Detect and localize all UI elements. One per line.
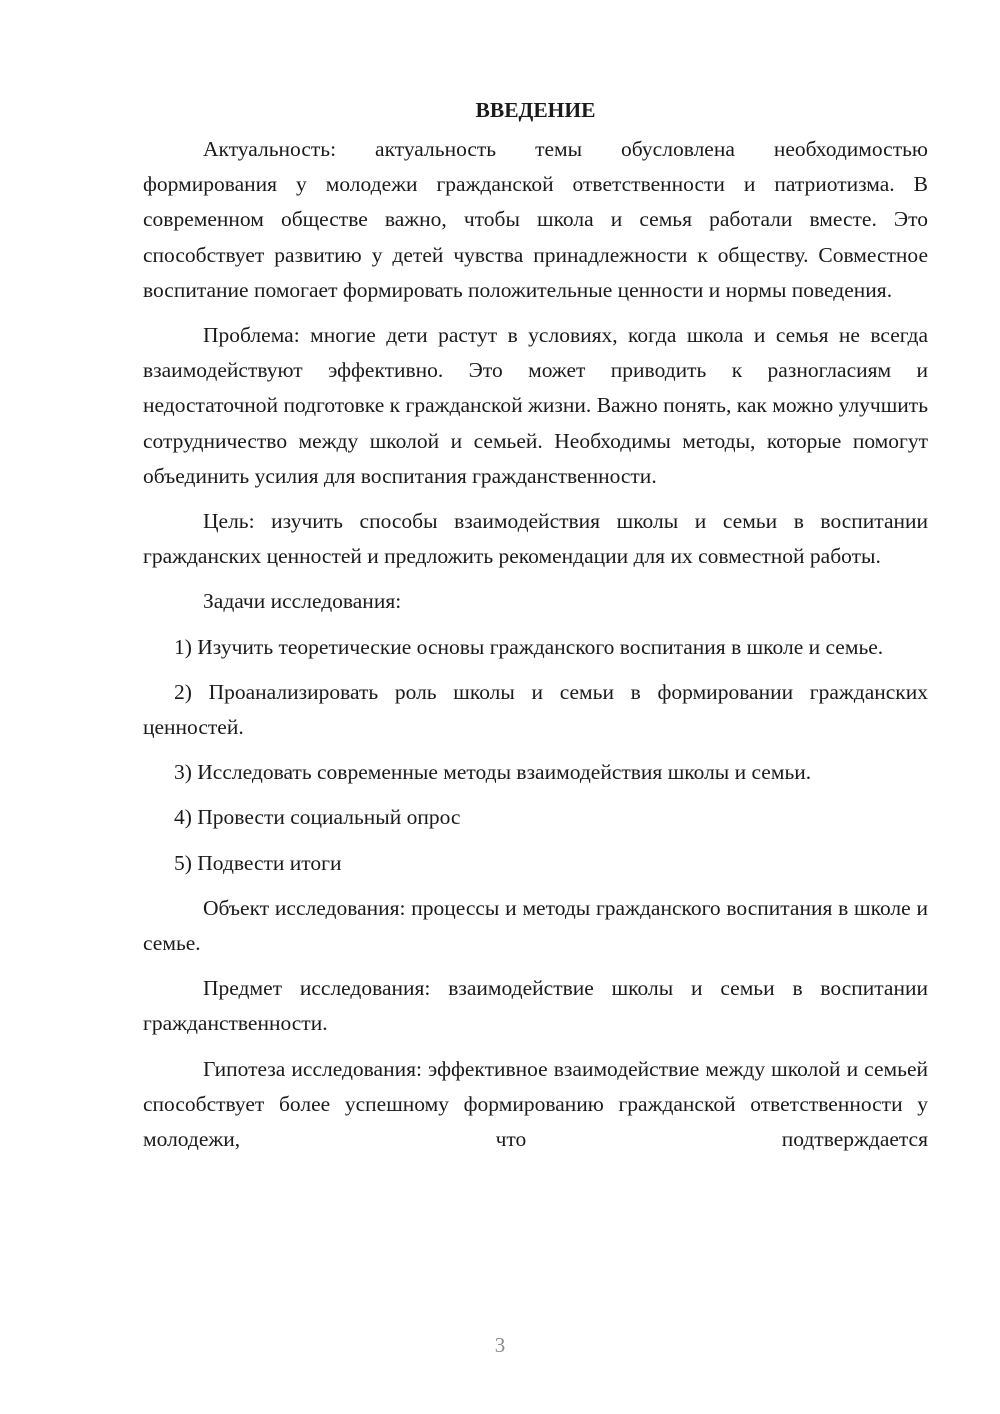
task-item-1: 1) Изучить теоретические основы гражданского воспитания в школе и семье.: [174, 634, 884, 659]
paragraph-subject: Предмет исследования: взаимодействие школы и семьи в воспитании гражданственности.: [143, 976, 928, 1036]
document-page: [143, 92, 928, 1157]
paragraph-hypothesis: Гипотеза исследования: эффективное взаимодействие между школой и семьей способствует более успешному формированию гражданской ответственности у молодежи, что подтверждается: [143, 1056, 928, 1152]
task-item-2: 2) Проанализировать роль школы и семьи в формировании гражданских ценностей.: [143, 679, 928, 740]
task-item-3: 3) Исследовать современные методы взаимодействия школы и семьи.: [174, 760, 812, 785]
paragraph-object: Объект исследования: процессы и методы гражданского воспитания в школе и семье.: [143, 895, 928, 956]
task-item-4: 4) Провести социальный опрос: [174, 805, 461, 830]
section-title: ВВЕДЕНИЕ: [475, 98, 596, 122]
task-item-5: 5) Подвести итоги: [174, 850, 342, 875]
paragraph-relevance: Актуальность: актуальность темы обусловлена необходимостью формирования у молодежи гражданской ответственности и патриотизма. В современном обществе важно, чтобы школа и семья работали вместе. Это способствует развитию у детей чувства принадлежности к обществу. Совместное воспитание помогает формировать положительные ценности и нормы поведения.: [143, 137, 928, 302]
page-number: 3: [494, 1333, 506, 1357]
tasks-heading: Задачи исследования:: [203, 589, 402, 614]
paragraph-goal: Цель: изучить способы взаимодействия школы и семьи в воспитании гражданских ценностей и предложить рекомендации для их совместной работы.: [143, 509, 928, 569]
paragraph-problem: Проблема: многие дети растут в условиях, когда школа и семья не всегда взаимодействуют эффективно. Это может приводить к разногласиям и недостаточной подготовке к гражданской жизни. Важно понять, как можно улучшить сотрудничество между школой и семьей. Необходимы методы, которые помогут объединить усилия для воспитания гражданственности.: [143, 323, 928, 488]
